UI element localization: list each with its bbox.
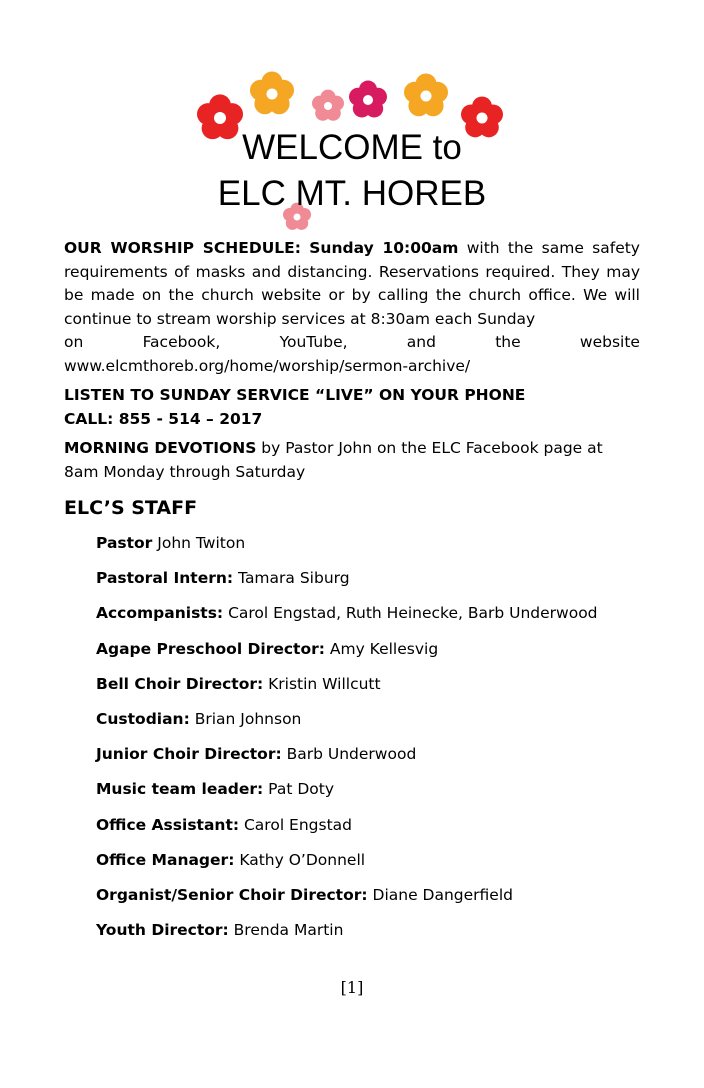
staff-item <box>96 671 598 706</box>
staff-name: Diane Dangerfield <box>367 885 513 904</box>
staff-name: Barb Underwood <box>281 745 417 764</box>
staff-name: Carol Engstad <box>239 815 353 834</box>
worship-label: OUR WORSHIP SCHEDULE: <box>64 239 301 257</box>
staff-item <box>96 812 598 847</box>
staff-item <box>96 776 598 811</box>
flower-orange-2-icon <box>404 73 448 116</box>
devotions-text: by Pastor John on the ELC Facebook page at 8am Monday through Saturday <box>64 439 603 481</box>
staff-name: Amy Kellesvig <box>324 639 439 658</box>
staff-item <box>96 565 598 600</box>
staff-name: Tamara Siburg <box>233 569 350 588</box>
staff-item <box>96 530 598 565</box>
staff-role: Pastoral Intern: <box>96 569 234 588</box>
staff-item <box>96 917 598 952</box>
phone-service <box>64 384 640 431</box>
page-title-line-2: ELC MT. HOREB <box>217 174 487 213</box>
page-number: [1] <box>340 978 364 997</box>
staff-role: Office Manager: <box>96 850 235 869</box>
staff-name: Carol Engstad, Ruth Heinecke, Barb Underwood <box>223 604 598 623</box>
page-title-line-1: WELCOME to <box>242 128 462 167</box>
staff-item <box>96 847 598 882</box>
staff-item <box>96 636 598 671</box>
staff-item <box>96 882 598 917</box>
main-content <box>64 237 640 490</box>
staff-role: Office Assistant: <box>96 815 240 834</box>
staff-item <box>96 706 598 741</box>
staff-heading: ELC’S STAFF <box>64 497 198 519</box>
staff-role: Agape Preschool Director: <box>96 639 325 658</box>
staff-name: Kristin Willcutt <box>263 674 381 693</box>
flower-orange-1-icon <box>250 71 294 114</box>
staff-name: Kathy O’Donnell <box>234 850 366 869</box>
staff-role: Youth Director: <box>96 921 229 940</box>
worship-time: Sunday 10:00am <box>309 239 459 257</box>
worship-url: www.elcmthoreb.org/home/worship/sermon-archive/ <box>64 356 471 375</box>
worship-word: YouTube, <box>279 333 348 351</box>
staff-name: Pat Doty <box>263 780 334 799</box>
flower-pink-1-icon <box>312 90 344 121</box>
worship-schedule <box>64 237 640 378</box>
worship-word: the <box>495 333 521 351</box>
staff-role: Bell Choir Director: <box>96 674 264 693</box>
staff-name: Brian Johnson <box>189 709 302 728</box>
morning-devotions <box>64 437 640 484</box>
worship-word: website <box>579 333 640 351</box>
phone-heading: LISTEN TO SUNDAY SERVICE “LIVE” ON YOUR PHONE <box>64 386 526 404</box>
staff-role: Accompanists: <box>96 604 224 623</box>
devotions-label: MORNING DEVOTIONS <box>64 439 257 457</box>
staff-role: Pastor <box>96 534 153 552</box>
staff-role: Organist/Senior Choir Director: <box>96 885 368 904</box>
staff-name: John Twiton <box>152 534 246 552</box>
staff-role: Junior Choir Director: <box>96 745 282 764</box>
staff-list <box>96 530 598 952</box>
worship-word: Facebook, <box>142 333 221 351</box>
worship-word: and <box>406 333 436 351</box>
worship-text: with the same safety requirements of masks and distancing. Reservations required. They may be made on the church website or by calling the church office. We will continue to stream worship services at 8:30am each Sunday <box>64 239 640 328</box>
staff-role: Custodian: <box>96 709 190 728</box>
phone-number: CALL: 855 - 514 – 2017 <box>64 409 263 428</box>
staff-item <box>96 600 598 635</box>
staff-name: Brenda Martin <box>228 921 344 940</box>
worship-justified-line <box>64 331 640 355</box>
worship-word: on <box>64 333 84 351</box>
staff-item <box>96 741 598 776</box>
staff-role: Music team leader: <box>96 780 264 799</box>
flower-magenta-icon <box>349 81 387 118</box>
